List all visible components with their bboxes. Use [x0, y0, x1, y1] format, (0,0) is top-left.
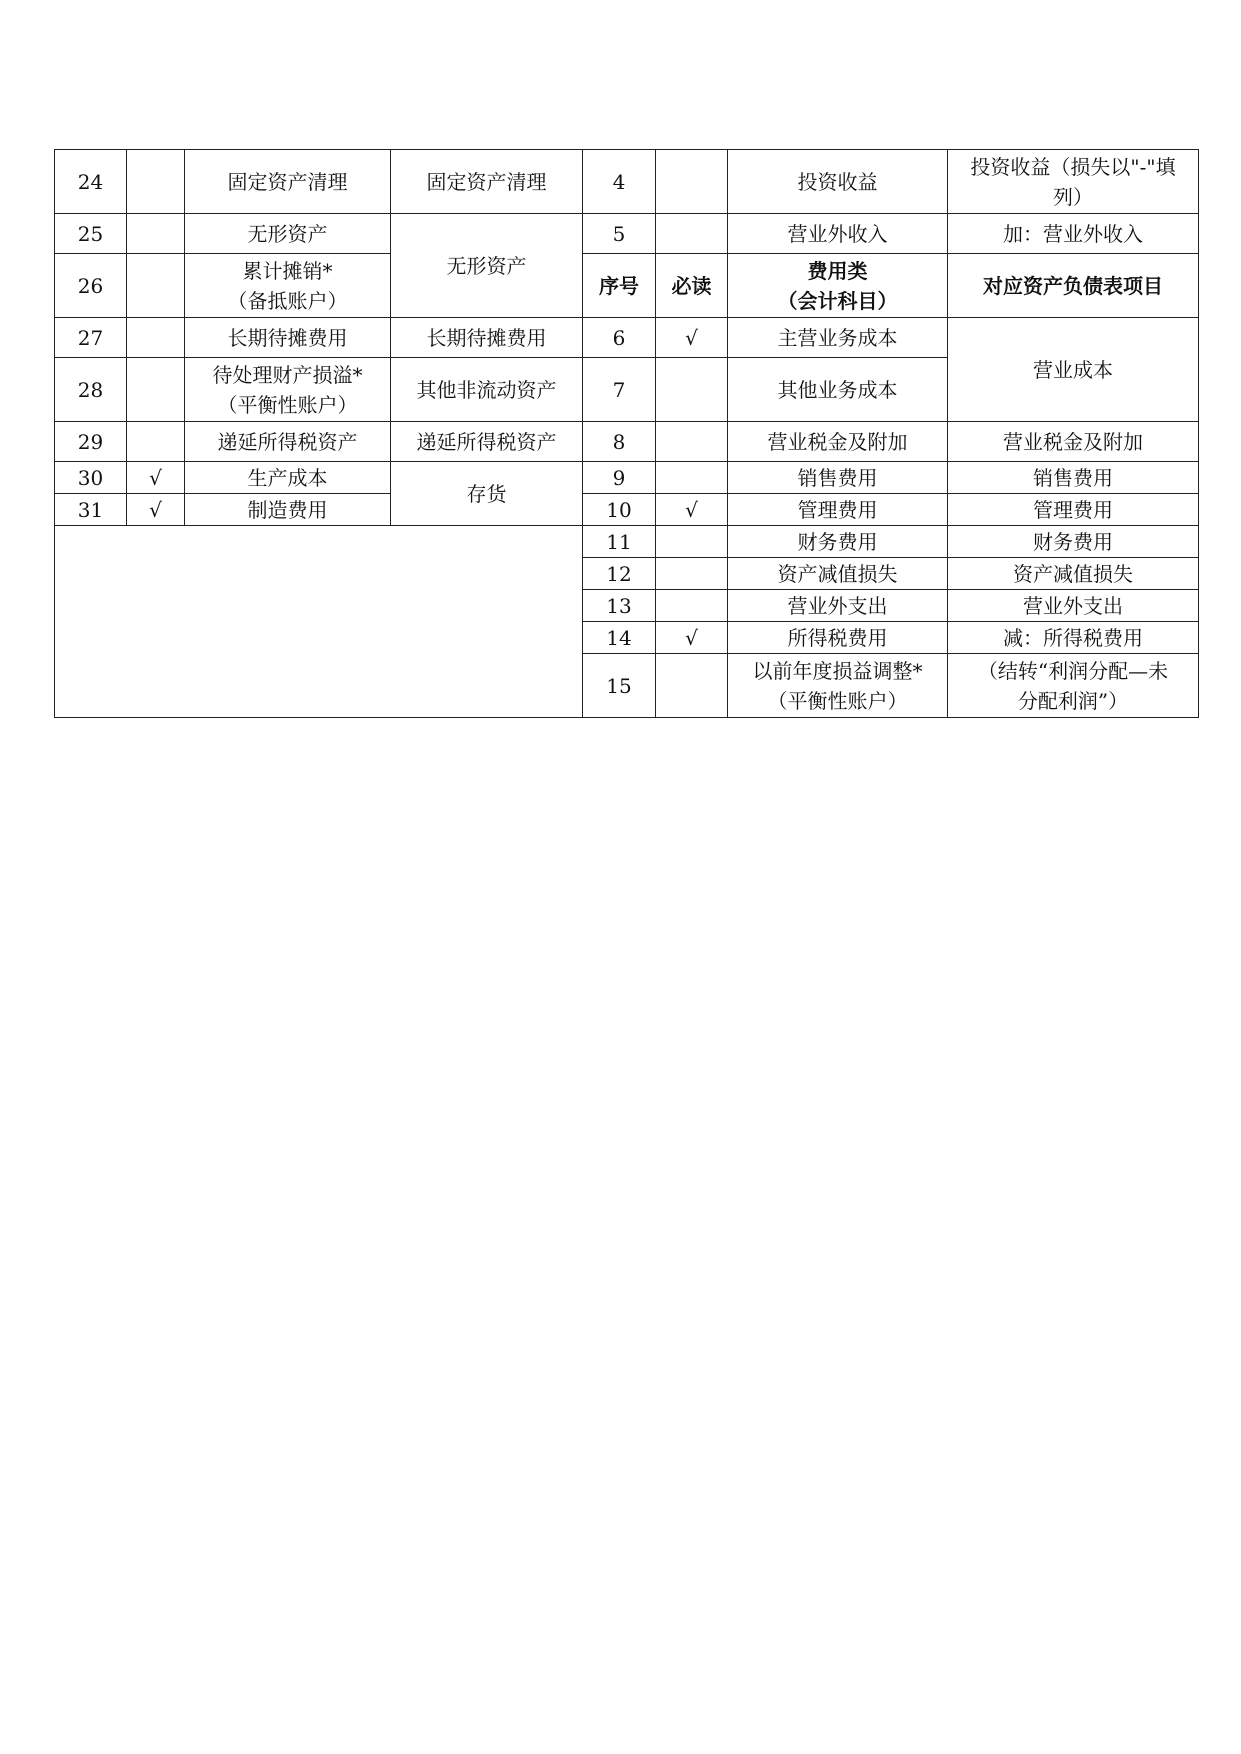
table-row: [55, 318, 1199, 358]
statement-item-line: 分配利润”）: [1017, 688, 1129, 713]
statement-item-cell: [948, 654, 1199, 718]
required-cell: [127, 150, 185, 214]
statement-item-line: 列）: [1053, 184, 1093, 209]
subject-cell: 制造费用: [185, 494, 391, 526]
seq-cell: 12: [583, 558, 656, 590]
required-cell: [127, 422, 185, 462]
subject-cell: 营业外支出: [728, 590, 948, 622]
required-cell: [656, 150, 728, 214]
header-statement-item: 对应资产负债表项目: [948, 254, 1199, 318]
required-cell: √: [127, 462, 185, 494]
account-mapping-sheet: [54, 149, 1198, 718]
subject-cell: 管理费用: [728, 494, 948, 526]
seq-cell: 29: [55, 422, 127, 462]
account-mapping-table: [54, 149, 1199, 718]
statement-item-cell: 财务费用: [948, 526, 1199, 558]
subject-line: （平衡性账户）: [767, 688, 908, 713]
subject-cell: 生产成本: [185, 462, 391, 494]
seq-cell: 8: [583, 422, 656, 462]
seq-cell: 15: [583, 654, 656, 718]
statement-item-cell: 管理费用: [948, 494, 1199, 526]
statement-item-cell: 营业成本: [948, 318, 1199, 422]
subject-line: 待处理财产损溢*: [212, 362, 363, 387]
header-required: 必读: [656, 254, 728, 318]
statement-item-cell: 其他非流动资产: [391, 358, 583, 422]
seq-cell: 4: [583, 150, 656, 214]
subject-cell: 其他业务成本: [728, 358, 948, 422]
subject-line: （备抵账户）: [227, 288, 348, 313]
required-cell: [656, 214, 728, 254]
subject-cell: 营业外收入: [728, 214, 948, 254]
required-cell: [127, 318, 185, 358]
required-cell: [656, 422, 728, 462]
required-cell: √: [127, 494, 185, 526]
seq-cell: 13: [583, 590, 656, 622]
statement-item-cell: 资产减值损失: [948, 558, 1199, 590]
table-row: [55, 526, 1199, 558]
statement-item-line: 投资收益（损失以"-"填: [970, 154, 1176, 179]
required-cell: √: [656, 318, 728, 358]
required-cell: [656, 526, 728, 558]
seq-cell: 6: [583, 318, 656, 358]
subject-cell: 财务费用: [728, 526, 948, 558]
required-cell: [656, 654, 728, 718]
required-cell: [656, 358, 728, 422]
subject-line: 以前年度损益调整*: [752, 658, 923, 683]
header-subject: [728, 254, 948, 318]
required-cell: [656, 558, 728, 590]
statement-item-cell: 固定资产清理: [391, 150, 583, 214]
subject-cell: 无形资产: [185, 214, 391, 254]
statement-item-cell: 递延所得税资产: [391, 422, 583, 462]
header-seq: 序号: [583, 254, 656, 318]
seq-cell: 9: [583, 462, 656, 494]
subject-cell: 固定资产清理: [185, 150, 391, 214]
subject-cell: [185, 358, 391, 422]
seq-cell: 11: [583, 526, 656, 558]
subject-cell: 资产减值损失: [728, 558, 948, 590]
subject-cell: 销售费用: [728, 462, 948, 494]
subject-line: （平衡性账户）: [217, 392, 358, 417]
subject-cell: [185, 254, 391, 318]
seq-cell: 31: [55, 494, 127, 526]
statement-item-cell: 营业外支出: [948, 590, 1199, 622]
table-row: [55, 494, 1199, 526]
subject-cell: 投资收益: [728, 150, 948, 214]
statement-item-cell: 减：所得税费用: [948, 622, 1199, 654]
statement-item-cell: 销售费用: [948, 462, 1199, 494]
seq-cell: 25: [55, 214, 127, 254]
required-cell: [127, 254, 185, 318]
subject-cell: 长期待摊费用: [185, 318, 391, 358]
seq-cell: 7: [583, 358, 656, 422]
seq-cell: 30: [55, 462, 127, 494]
table-row: [55, 150, 1199, 214]
statement-item-line: （结转“利润分配—未: [977, 658, 1169, 683]
header-subject-line: （会计科目）: [777, 288, 898, 313]
seq-cell: 26: [55, 254, 127, 318]
table-row: [55, 462, 1199, 494]
required-cell: [656, 462, 728, 494]
seq-cell: 10: [583, 494, 656, 526]
table-row: [55, 214, 1199, 254]
seq-cell: 28: [55, 358, 127, 422]
statement-item-cell: 无形资产: [391, 214, 583, 318]
subject-cell: 主营业务成本: [728, 318, 948, 358]
statement-item-cell: 存货: [391, 462, 583, 526]
seq-cell: 14: [583, 622, 656, 654]
statement-item-cell: 长期待摊费用: [391, 318, 583, 358]
table-row: [55, 422, 1199, 462]
seq-cell: 5: [583, 214, 656, 254]
required-cell: [127, 214, 185, 254]
table-row: [55, 254, 1199, 318]
statement-item-cell: 加：营业外收入: [948, 214, 1199, 254]
seq-cell: 27: [55, 318, 127, 358]
required-cell: [656, 590, 728, 622]
blank-area: [55, 526, 583, 718]
subject-cell: 营业税金及附加: [728, 422, 948, 462]
subject-cell: 所得税费用: [728, 622, 948, 654]
required-cell: [127, 358, 185, 422]
statement-item-cell: [948, 150, 1199, 214]
required-cell: √: [656, 622, 728, 654]
required-cell: √: [656, 494, 728, 526]
seq-cell: 24: [55, 150, 127, 214]
header-subject-line: 费用类: [807, 258, 868, 283]
subject-cell: [728, 654, 948, 718]
subject-cell: 递延所得税资产: [185, 422, 391, 462]
subject-line: 累计摊销*: [242, 258, 333, 283]
statement-item-cell: 营业税金及附加: [948, 422, 1199, 462]
